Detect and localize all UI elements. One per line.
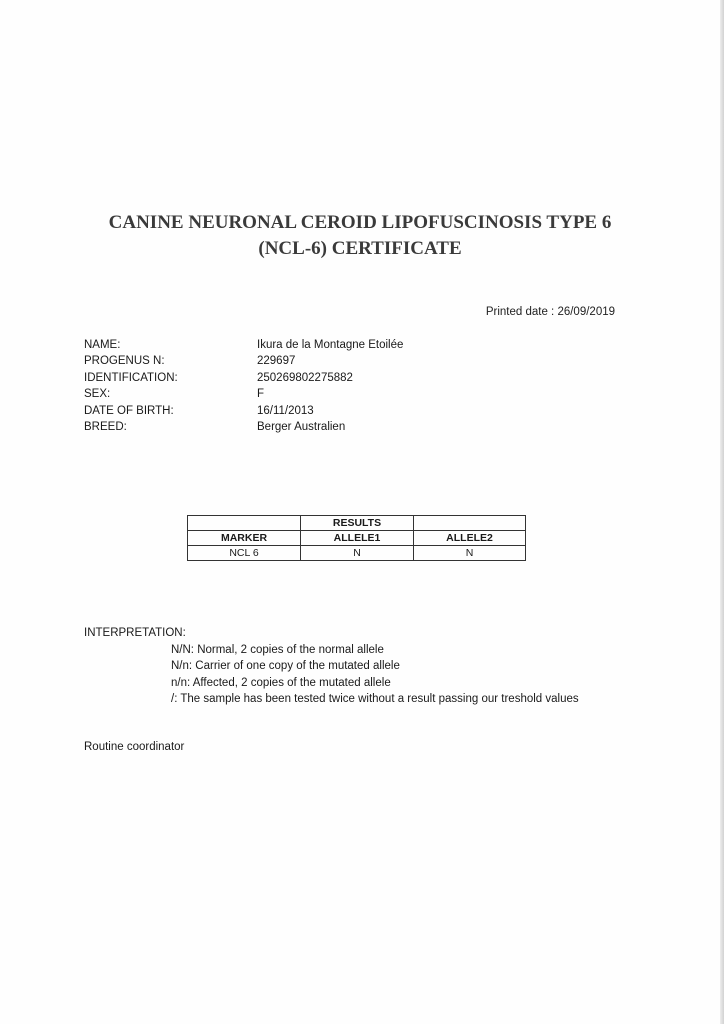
dob-label: DATE OF BIRTH: — [84, 405, 174, 417]
name-label: NAME: — [84, 339, 121, 351]
progenus-value: 229697 — [257, 355, 296, 367]
marker-column-header: MARKER — [188, 531, 301, 546]
allele1-cell: N — [301, 546, 414, 561]
table-row — [188, 546, 526, 561]
progenus-label: PROGENUS N: — [84, 355, 165, 367]
interpretation-line-carrier: N/n: Carrier of one copy of the mutated allele — [171, 660, 400, 672]
name-value: Ikura de la Montagne Etoilée — [257, 339, 404, 351]
sex-label: SEX: — [84, 388, 111, 400]
breed-value: Berger Australien — [257, 421, 346, 433]
title-line-2: (NCL-6) CERTIFICATE — [258, 238, 462, 259]
interpretation-heading: INTERPRETATION: — [84, 627, 186, 639]
routine-coordinator: Routine coordinator — [84, 741, 185, 753]
allele2-column-header: ALLELE2 — [414, 531, 526, 546]
allele2-cell: N — [414, 546, 526, 561]
results-group-header: RESULTS — [301, 516, 414, 531]
interpretation-line-no-result: /: The sample has been tested twice without a result passing our treshold values — [171, 693, 579, 705]
certificate-title — [60, 210, 660, 262]
interpretation-line-affected: n/n: Affected, 2 copies of the mutated allele — [171, 677, 391, 689]
printed-date: Printed date : 26/09/2019 — [485, 306, 615, 318]
breed-label: BREED: — [84, 421, 127, 433]
sex-value: F — [257, 388, 265, 400]
interpretation-line-normal: N/N: Normal, 2 copies of the normal allele — [171, 644, 384, 656]
allele1-column-header: ALLELE1 — [301, 531, 414, 546]
identification-value: 250269802275882 — [257, 372, 353, 384]
results-group-row — [188, 516, 526, 531]
marker-cell: NCL 6 — [188, 546, 301, 561]
title-line-1: CANINE NEURONAL CEROID LIPOFUSCINOSIS TYPE 6 — [108, 212, 612, 233]
results-table — [187, 515, 526, 561]
dob-value: 16/11/2013 — [257, 405, 314, 417]
identification-label: IDENTIFICATION: — [84, 372, 178, 384]
page-edge-shadow — [720, 0, 724, 1024]
results-header-row — [188, 531, 526, 546]
